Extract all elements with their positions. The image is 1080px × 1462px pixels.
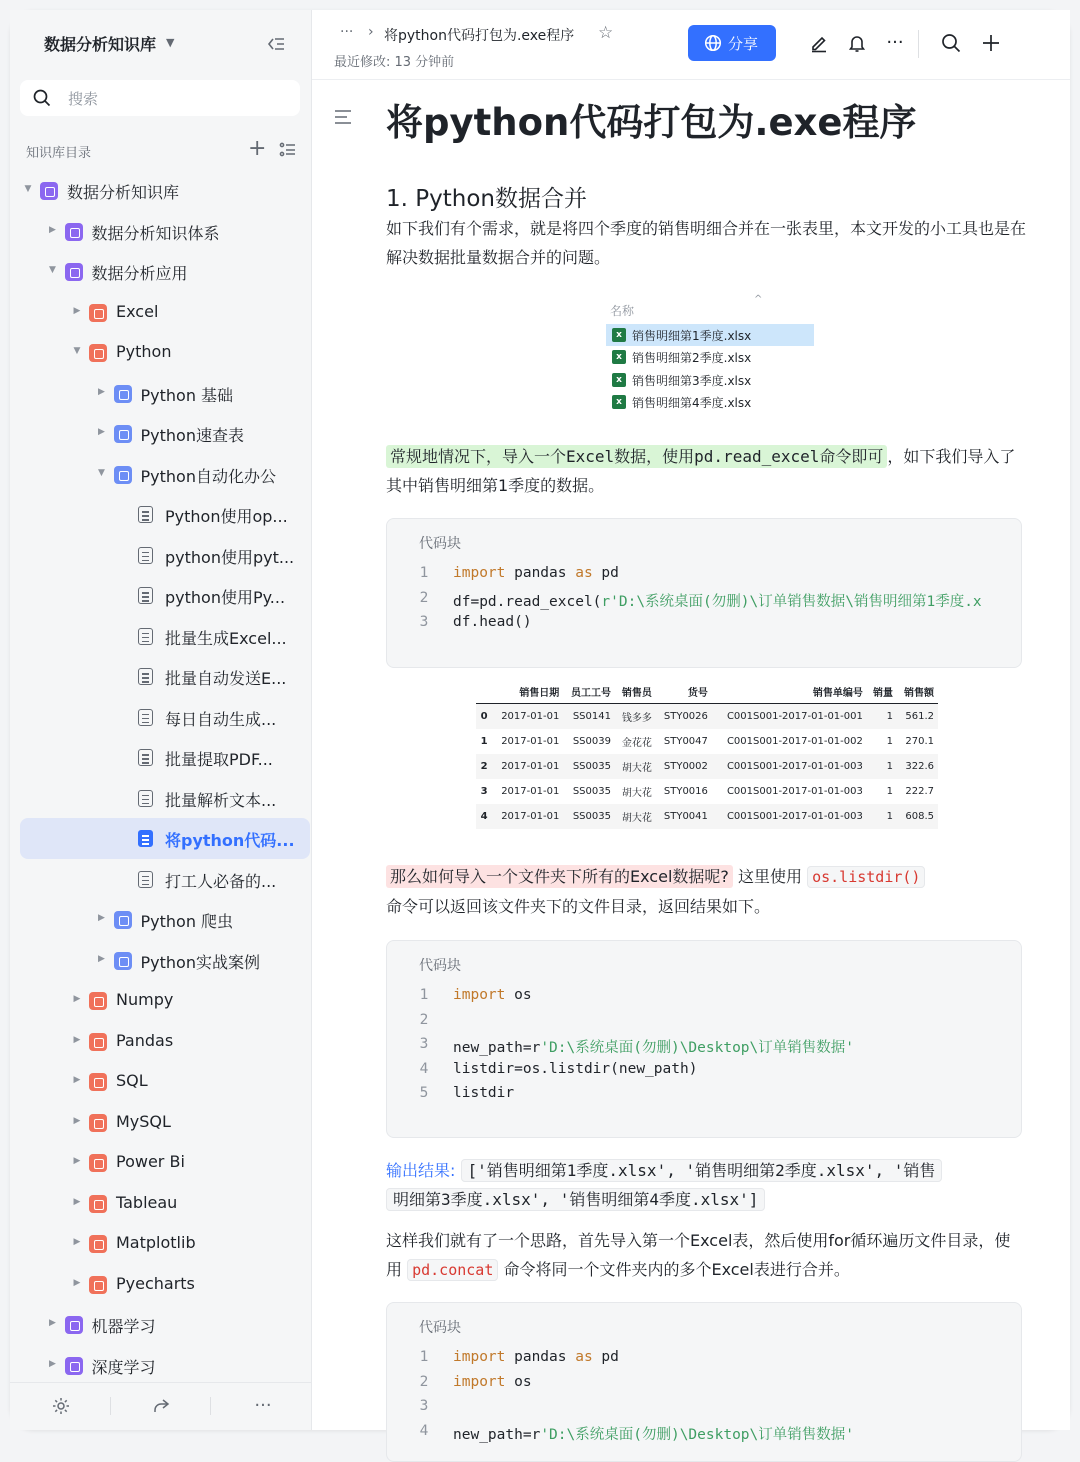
dataframe-cell: STY0047 xyxy=(663,736,708,747)
code-line xyxy=(387,1012,1021,1036)
chevron-right-icon[interactable]: ▶ xyxy=(73,305,81,316)
sidebar-item[interactable] xyxy=(20,535,310,576)
sidebar-item-label: 机器学习 xyxy=(91,1317,156,1336)
dataframe-cell: 2017-01-01 xyxy=(492,804,563,829)
paragraph-text: ，如下我们导入了其中销售明细第1季度的数据。 xyxy=(386,447,1016,495)
sidebar-item[interactable] xyxy=(20,818,310,859)
line-number: 3 xyxy=(419,1036,429,1052)
line-number: 1 xyxy=(419,565,429,581)
dataframe-cell: C001S001-2017-01-01-002 xyxy=(726,736,863,747)
dataframe-cell: SS0035 xyxy=(563,754,615,779)
dataframe-cell: C001S001-2017-01-01-003 xyxy=(712,804,867,829)
sidebar-item[interactable] xyxy=(20,778,310,819)
folder-icon xyxy=(89,1114,107,1132)
folder-icon xyxy=(89,1033,107,1051)
dataframe-column-header: 销售员 xyxy=(615,680,656,704)
inline-code: os.listdir() xyxy=(807,866,925,888)
sidebar-item-label: Excel xyxy=(116,301,159,321)
sidebar-item-label: Python使用op... xyxy=(165,507,288,526)
folder-icon xyxy=(89,344,107,362)
sidebar-item-label: Tableau xyxy=(116,1192,178,1212)
dataframe-cell: 270.1 xyxy=(905,736,934,747)
sidebar-item-label: Python 爬虫 xyxy=(140,912,234,931)
dataframe-cell: C001S001-2017-01-01-003 xyxy=(726,786,863,797)
file-name: 销售明细第3季度.xlsx xyxy=(632,374,752,388)
sidebar-item[interactable] xyxy=(20,1021,310,1062)
code-line xyxy=(387,987,1021,1011)
dataframe-cell: 2017-01-01 xyxy=(492,704,563,730)
dataframe-cell: 胡大花 xyxy=(615,754,656,779)
file-name: 销售明细第4季度.xlsx xyxy=(632,396,752,410)
dataframe-cell: 胡大花 xyxy=(621,788,652,799)
dataframe-cell: 561.2 xyxy=(897,704,938,730)
search-input[interactable] xyxy=(20,80,300,116)
breadcrumb-more[interactable]: ··· xyxy=(340,24,354,40)
dataframe-cell: 0 xyxy=(476,704,492,730)
sidebar-item[interactable] xyxy=(20,373,310,414)
code-token: os xyxy=(505,987,532,1003)
code-text xyxy=(453,1349,619,1365)
dataframe-cell: SS0035 xyxy=(572,786,611,797)
paragraph[interactable]: 如下我们有个需求，就是将四个季度的销售明细合并在一张表里，本文开发的小工具也是在解决数据批量数据合并的问题。 xyxy=(386,219,1027,267)
line-number: 3 xyxy=(419,1398,429,1414)
sidebar-item[interactable] xyxy=(20,899,310,940)
code-token: pd xyxy=(592,1349,619,1365)
breadcrumb-current[interactable]: 将python代码打包为.exe程序 xyxy=(384,28,575,44)
sidebar-item[interactable] xyxy=(20,575,310,616)
dataframe-column-header: 销售日期 xyxy=(492,680,563,704)
dataframe-cell: 1 xyxy=(867,754,897,779)
excel-icon: x xyxy=(612,373,626,387)
sidebar-item[interactable] xyxy=(20,454,310,495)
sidebar-item-label: Python实战案例 xyxy=(140,952,260,972)
dataframe-cell: STY0041 xyxy=(656,804,712,829)
code-token: import xyxy=(453,987,506,1003)
code-token: as xyxy=(575,1349,593,1365)
settings-icon[interactable] xyxy=(50,1395,72,1417)
last-modified: 最近修改: 13 分钟前 xyxy=(334,55,455,70)
paragraph[interactable] xyxy=(386,1226,1026,1285)
sidebar-item-label: 数据分析应用 xyxy=(91,264,188,283)
sidebar-item[interactable] xyxy=(20,211,310,252)
more-options-icon[interactable]: ··· xyxy=(886,32,904,53)
code-text xyxy=(453,614,532,630)
code-line xyxy=(387,1374,1021,1398)
document-icon xyxy=(138,587,153,604)
sidebar-item[interactable] xyxy=(20,292,310,333)
dataframe-cell: 1 xyxy=(867,704,897,730)
sidebar-item-label: Power Bi xyxy=(116,1152,185,1171)
dataframe-column-header xyxy=(476,680,492,704)
code-token: as xyxy=(575,565,593,581)
document-body xyxy=(312,80,1070,1443)
sidebar-item-label: 每日自动生成... xyxy=(165,709,277,729)
dataframe-cell: 2 xyxy=(476,754,492,779)
chevron-right-icon[interactable]: ▶ xyxy=(73,1115,81,1126)
code-line xyxy=(387,1085,1021,1109)
sidebar-item-label: Python xyxy=(116,342,172,361)
sidebar-item-label: 批量自动发送E... xyxy=(165,669,287,688)
chevron-right-icon[interactable]: ▶ xyxy=(98,386,105,397)
dataframe-cell: 1 xyxy=(480,736,488,747)
sidebar-item[interactable] xyxy=(20,656,310,697)
folder-icon xyxy=(40,182,58,200)
paragraph-text: 命令将同一个文件夹内的多个Excel表进行合并。 xyxy=(498,1260,850,1279)
chevron-right-icon[interactable]: ▶ xyxy=(73,1196,81,1207)
code-line xyxy=(387,1036,1021,1060)
excel-icon: x xyxy=(612,395,626,409)
code-token: 'D:\系统桌面(勿删)\Desktop\订单销售数据' xyxy=(540,1426,854,1443)
chevron-right-icon[interactable]: ▶ xyxy=(73,994,81,1004)
file-name: 销售明细第1季度.xlsx xyxy=(632,329,752,343)
sidebar-item[interactable] xyxy=(20,170,310,211)
chevron-right-icon[interactable]: ▶ xyxy=(49,224,56,235)
excel-icon: x xyxy=(612,350,626,364)
paragraph-text: 命令可以返回该文件夹下的文件目录，返回结果如下。 xyxy=(386,897,771,916)
star-icon[interactable]: ☆ xyxy=(598,23,614,43)
bell-icon[interactable] xyxy=(846,32,868,54)
sidebar-item-label: 批量生成Excel... xyxy=(165,628,287,648)
dataframe-cell: 金花花 xyxy=(621,738,652,749)
chevron-down-icon[interactable]: ▼ xyxy=(166,36,175,49)
sidebar-item[interactable] xyxy=(20,494,310,535)
sidebar-item[interactable] xyxy=(20,697,310,738)
chevron-right-icon[interactable]: ▶ xyxy=(73,1156,81,1166)
document-icon xyxy=(138,506,153,523)
add-icon[interactable] xyxy=(980,32,1002,54)
code-text xyxy=(453,1423,854,1444)
sidebar-item-label: python使用pyt... xyxy=(165,547,295,567)
search-placeholder: 搜索 xyxy=(68,90,99,108)
folder-icon xyxy=(89,1073,107,1091)
document-icon xyxy=(138,628,153,645)
sidebar-item[interactable] xyxy=(20,332,310,373)
chevron-right-icon[interactable]: ▶ xyxy=(49,1358,56,1369)
code-token: 'D:\系统桌面(勿删)\Desktop\订单销售数据' xyxy=(540,1040,854,1056)
dataframe-cell: 608.5 xyxy=(897,804,938,829)
sidebar-item-label: Python 基础 xyxy=(140,385,234,405)
code-text xyxy=(453,590,982,611)
code-token: import xyxy=(453,1373,506,1390)
code-token: pandas xyxy=(505,1349,576,1365)
code-token: new_path=r xyxy=(453,1040,541,1056)
chevron-down-icon[interactable]: ▼ xyxy=(24,184,32,194)
document-icon xyxy=(138,709,153,726)
sidebar-item-label: Python自动化办公 xyxy=(140,466,276,486)
file-row xyxy=(606,346,814,368)
dataframe-output-image xyxy=(476,680,938,829)
chevron-right-icon[interactable]: ▶ xyxy=(73,1034,81,1045)
dataframe-column-header: 销量 xyxy=(867,680,897,704)
code-line xyxy=(387,1398,1021,1422)
output-value: ['销售明细第1季度.xlsx', '销售明细第2季度.xlsx', '销售 xyxy=(461,1159,943,1182)
document-icon xyxy=(138,790,153,807)
line-number: 4 xyxy=(419,1422,429,1439)
list-icon[interactable] xyxy=(278,140,298,160)
share-out-icon[interactable] xyxy=(150,1395,172,1417)
code-token: df=pd.read_excel( xyxy=(453,593,602,610)
sidebar xyxy=(10,10,312,1430)
knowledge-base-title[interactable]: 数据分析知识库 xyxy=(44,35,157,54)
globe-icon xyxy=(704,34,722,52)
dataframe-row xyxy=(476,754,938,779)
file-list-image xyxy=(606,294,816,416)
dataframe-cell: 钱多多 xyxy=(615,704,656,730)
folder-icon xyxy=(89,1154,107,1172)
line-number: 1 xyxy=(419,987,429,1003)
document-icon xyxy=(138,749,153,766)
dataframe-row xyxy=(476,779,938,804)
sidebar-item[interactable] xyxy=(20,940,310,981)
document-title[interactable]: 将python代码打包为.exe程序 xyxy=(386,101,917,144)
document-icon xyxy=(138,871,153,888)
code-block[interactable] xyxy=(386,940,1022,1138)
dataframe-column-header: 员工工号 xyxy=(563,680,615,704)
output-value: 明细第3季度.xlsx', '销售明细第4季度.xlsx'] xyxy=(386,1188,765,1211)
dataframe-row xyxy=(476,704,938,730)
sidebar-item[interactable] xyxy=(20,859,310,900)
sidebar-footer xyxy=(10,1382,311,1430)
chevron-right-icon: › xyxy=(368,24,374,40)
folder-icon xyxy=(89,992,107,1010)
code-token: listdir=os.listdir(new_path) xyxy=(453,1060,698,1077)
excel-icon: x xyxy=(612,328,626,342)
line-number: 4 xyxy=(419,1060,429,1077)
chevron-down-icon[interactable]: ▼ xyxy=(49,265,56,275)
sidebar-item-label: 深度学习 xyxy=(91,1357,156,1377)
code-token: import xyxy=(453,1349,506,1365)
output-paragraph[interactable] xyxy=(386,1156,1026,1214)
folder-icon xyxy=(65,1357,83,1375)
highlight-text: 常规地情况下，导入一个Excel数据，使用pd.read_excel命令即可 xyxy=(386,445,887,468)
code-line xyxy=(387,1349,1021,1373)
chevron-down-icon[interactable]: ▼ xyxy=(73,346,81,356)
document-icon xyxy=(138,547,153,564)
document-icon xyxy=(138,668,153,685)
sidebar-item-label: MySQL xyxy=(116,1111,171,1131)
folder-icon xyxy=(114,425,132,443)
sidebar-item[interactable] xyxy=(20,1061,310,1102)
code-block-caption: 代码块 xyxy=(419,536,461,552)
code-token: import xyxy=(453,565,506,581)
top-bar xyxy=(312,10,1070,80)
code-block-caption: 代码块 xyxy=(419,958,461,974)
sidebar-item-label: Pyecharts xyxy=(116,1273,195,1293)
outline-icon[interactable] xyxy=(334,110,352,124)
sidebar-item[interactable] xyxy=(20,1264,310,1305)
folder-icon xyxy=(89,1235,107,1253)
file-row xyxy=(606,391,814,413)
code-text xyxy=(453,1374,532,1390)
code-line xyxy=(387,1423,1021,1447)
code-line xyxy=(387,614,1021,638)
dataframe-cell: 2017-01-01 xyxy=(492,754,563,779)
sidebar-item[interactable] xyxy=(20,980,310,1021)
dataframe-cell: STY0026 xyxy=(656,704,712,730)
chevron-right-icon[interactable]: ▶ xyxy=(98,427,105,437)
chevron-right-icon[interactable]: ▶ xyxy=(73,1237,81,1247)
dataframe-cell: 1 xyxy=(886,736,894,747)
code-text xyxy=(453,1061,697,1077)
highlight-text: 那么如何导入一个文件夹下所有的Excel数据呢? xyxy=(386,865,733,888)
line-number: 2 xyxy=(419,589,429,606)
directory-label: 知识库目录 xyxy=(26,146,92,161)
dataframe-body xyxy=(476,704,938,830)
code-block[interactable] xyxy=(386,518,1022,668)
chevron-right-icon[interactable]: ▶ xyxy=(98,953,105,964)
sidebar-header xyxy=(10,10,311,78)
sidebar-item[interactable] xyxy=(20,737,310,778)
dataframe-cell: SS0039 xyxy=(572,736,611,747)
sidebar-item[interactable] xyxy=(20,251,310,292)
share-button[interactable] xyxy=(688,25,776,61)
chevron-down-icon[interactable]: ▼ xyxy=(98,467,105,478)
line-number: 3 xyxy=(419,614,429,630)
collapse-sidebar-icon[interactable] xyxy=(264,32,288,56)
chevron-right-icon[interactable]: ▶ xyxy=(73,1075,81,1085)
sidebar-item-label: 将python代码... xyxy=(165,831,295,850)
file-row xyxy=(606,369,814,391)
dataframe-cell: 2017-01-01 xyxy=(501,786,560,797)
code-text xyxy=(453,565,619,581)
document-icon xyxy=(138,830,153,847)
code-token: listdir xyxy=(453,1085,515,1101)
line-number: 1 xyxy=(419,1349,429,1365)
sidebar-item-label: python使用Py... xyxy=(165,588,286,607)
code-token: os xyxy=(505,1373,532,1390)
sidebar-item[interactable] xyxy=(20,1142,310,1183)
folder-icon xyxy=(114,911,132,929)
folder-icon xyxy=(65,263,83,281)
sidebar-item-label: Matplotlib xyxy=(116,1233,196,1252)
sidebar-item-label: 打工人必备的... xyxy=(165,871,277,891)
sidebar-item-label: Pandas xyxy=(116,1030,174,1050)
folder-icon xyxy=(89,1276,107,1294)
dataframe-cell: C001S001-2017-01-01-001 xyxy=(712,704,867,730)
folder-icon xyxy=(114,952,132,970)
line-number: 2 xyxy=(419,1011,429,1028)
share-label: 分享 xyxy=(728,35,759,53)
sidebar-item[interactable] xyxy=(20,1304,310,1345)
search-icon xyxy=(32,88,52,108)
sidebar-item[interactable] xyxy=(20,1183,310,1224)
code-line xyxy=(387,1061,1021,1085)
dataframe-row xyxy=(476,729,938,754)
dataframe-cell: 322.6 xyxy=(897,754,938,779)
dataframe-column-header: 销售单编号 xyxy=(712,680,867,704)
dataframe-cell: STY0002 xyxy=(656,754,712,779)
sidebar-item[interactable] xyxy=(20,1223,310,1264)
folder-icon xyxy=(65,1316,83,1334)
dataframe-cell: C001S001-2017-01-01-003 xyxy=(712,754,867,779)
code-line xyxy=(387,565,1021,589)
dataframe-cell: 胡大花 xyxy=(615,804,656,829)
folder-icon xyxy=(114,466,132,484)
sidebar-item-label: 数据分析知识体系 xyxy=(91,223,220,243)
folder-icon xyxy=(65,223,83,241)
sidebar-item-label: 数据分析知识库 xyxy=(67,183,180,202)
dataframe-cell: 1 xyxy=(867,804,897,829)
code-block[interactable] xyxy=(386,1302,1022,1462)
dataframe-row xyxy=(476,804,938,829)
file-name: 销售明细第2季度.xlsx xyxy=(632,351,752,365)
sidebar-item-label: 批量提取PDF... xyxy=(165,750,273,769)
paragraph[interactable] xyxy=(386,442,1026,500)
dataframe-cell: 3 xyxy=(480,786,488,797)
section-heading[interactable]: 1. Python数据合并 xyxy=(386,186,587,212)
sort-up-icon: ^ xyxy=(754,294,763,305)
code-token: r'D:\系统桌面(勿删)\订单销售数据\销售明细第1季度.x xyxy=(601,593,982,610)
code-token: df.head() xyxy=(453,614,532,630)
chevron-right-icon[interactable]: ▶ xyxy=(49,1318,56,1328)
add-icon[interactable]: + xyxy=(248,136,267,161)
paragraph-text: 这样我们就有了一个思路，首先导入第一个Excel表，然后使用for循环遍历文件目录，使用 xyxy=(386,1231,1011,1279)
dataframe-cell: SS0035 xyxy=(563,804,615,829)
file-row xyxy=(606,324,814,346)
dataframe-cell: 1 xyxy=(886,786,894,797)
sidebar-item-label: Python速查表 xyxy=(140,426,244,445)
code-token: pandas xyxy=(505,565,576,581)
dataframe-cell: STY0016 xyxy=(663,786,708,797)
dataframe-cell: 2017-01-01 xyxy=(501,736,560,747)
directory-tree xyxy=(20,170,310,1385)
dataframe-cell: SS0141 xyxy=(563,704,615,730)
folder-icon xyxy=(89,304,107,322)
sidebar-item[interactable] xyxy=(20,1102,310,1143)
dataframe-column-header: 销售额 xyxy=(897,680,938,704)
paragraph-text: 这里使用 xyxy=(732,867,808,886)
chevron-right-icon[interactable]: ▶ xyxy=(73,1277,81,1288)
dataframe-header-row xyxy=(476,680,938,704)
more-icon[interactable]: ··· xyxy=(254,1395,272,1416)
sidebar-item[interactable] xyxy=(20,1345,310,1386)
inline-code: pd.concat xyxy=(407,1259,498,1281)
code-token: pd xyxy=(592,565,619,581)
line-number: 2 xyxy=(419,1373,429,1390)
sidebar-item-label: SQL xyxy=(116,1071,148,1090)
code-line xyxy=(387,590,1021,614)
dataframe-cell: 4 xyxy=(476,804,492,829)
search-icon[interactable] xyxy=(940,32,962,54)
dataframe-column-header: 货号 xyxy=(656,680,712,704)
file-list-header: 名称 xyxy=(610,304,635,318)
app-window xyxy=(10,10,1070,1443)
code-text xyxy=(453,1036,854,1057)
code-token: new_path=r xyxy=(453,1426,541,1443)
sidebar-item[interactable] xyxy=(20,413,310,454)
directory-header xyxy=(26,136,302,162)
line-number: 5 xyxy=(419,1085,429,1101)
sidebar-item[interactable] xyxy=(20,616,310,657)
folder-icon xyxy=(114,385,132,403)
folder-icon xyxy=(89,1195,107,1213)
dataframe-cell: 222.7 xyxy=(905,786,934,797)
sidebar-item-label: 批量解析文本... xyxy=(165,790,277,810)
edit-icon[interactable] xyxy=(808,32,830,54)
sidebar-item-label: Numpy xyxy=(116,990,174,1009)
output-label: 输出结果: xyxy=(386,1161,456,1180)
chevron-right-icon[interactable]: ▶ xyxy=(98,913,105,923)
paragraph[interactable] xyxy=(386,862,1026,921)
code-text xyxy=(453,1085,514,1101)
code-text xyxy=(453,987,532,1003)
code-block-caption: 代码块 xyxy=(419,1320,461,1336)
